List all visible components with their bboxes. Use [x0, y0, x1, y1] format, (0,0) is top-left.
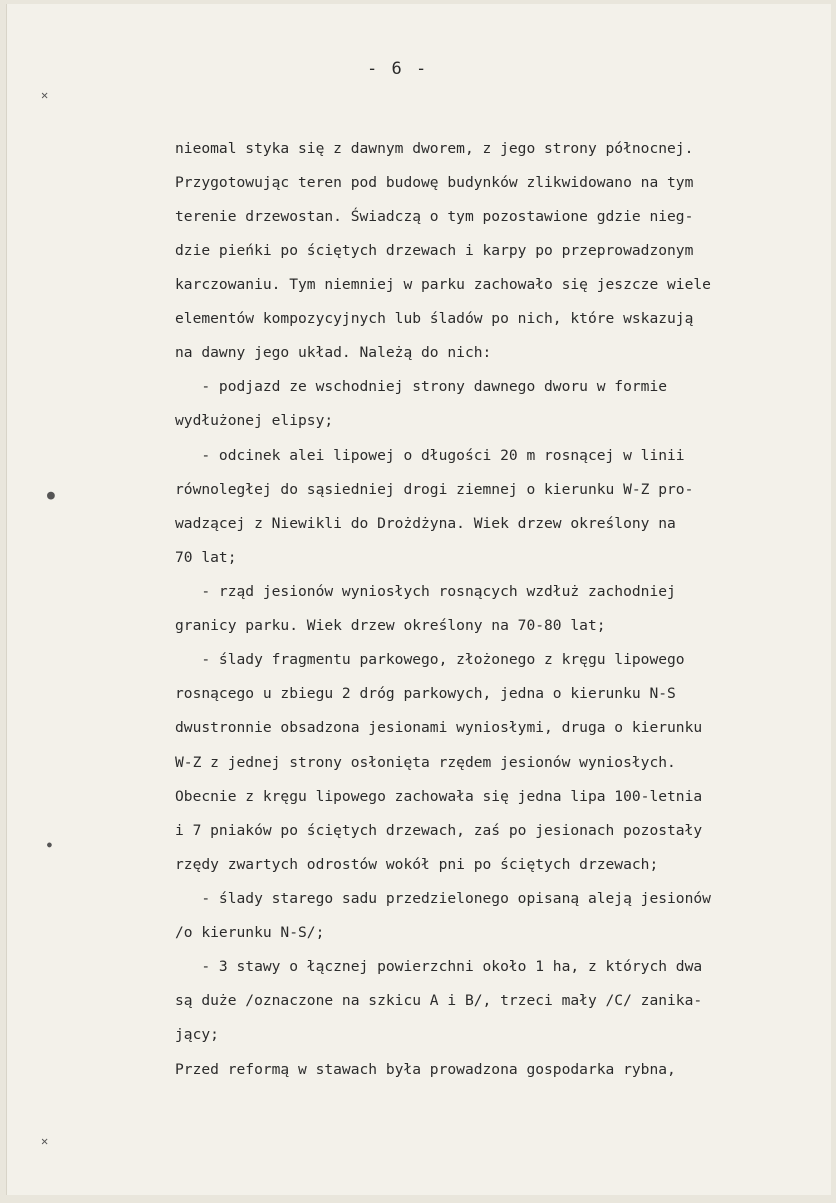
text-line: i 7 pniaków po ściętych drzewach, zaś po jesionach pozostały	[175, 822, 703, 839]
text-line: rzędy zwartych odrostów wokół pni po ściętych drzewach;	[175, 856, 659, 873]
text-line: - odcinek alei lipowej o długości 20 m rosnącej w linii	[175, 447, 685, 464]
text-line: - podjazd ze wschodniej strony dawnego dworu w formie	[175, 378, 668, 395]
text-line: W-Z z jednej strony osłonięta rzędem jesionów wyniosłych.	[175, 754, 676, 771]
text-line: terenie drzewostan. Świadczą o tym pozostawione gdzie nieg-	[175, 208, 694, 225]
margin-mark: ✕	[41, 88, 49, 102]
text-line: - ślady starego sadu przedzielonego opisaną aleją jesionów	[175, 890, 711, 907]
margin-mark: ●	[47, 840, 52, 849]
text-line: Obecnie z kręgu lipowego zachowała się jedna lipa 100-letnia	[175, 788, 703, 805]
text-line: granicy parku. Wiek drzew określony na 70-80 lat;	[175, 617, 606, 634]
text-line: - ślady fragmentu parkowego, złożonego z kręgu lipowego	[175, 651, 685, 668]
margin-mark: ●	[47, 488, 55, 503]
text-line: dwustronnie obsadzona jesionami wyniosłymi, druga o kierunku	[175, 719, 703, 736]
text-line: karczowaniu. Tym niemniej w parku zachowało się jeszcze wiele	[175, 276, 711, 293]
document-page	[6, 4, 831, 1195]
text-line: wydłużonej elipsy;	[175, 412, 334, 429]
text-line: - rząd jesionów wyniosłych rosnących wzdłuż zachodniej	[175, 583, 676, 600]
text-line: Przed reformą w stawach była prowadzona gospodarka rybna,	[175, 1061, 676, 1078]
margin-mark: ✕	[41, 1134, 49, 1148]
page-number: - 6 -	[367, 59, 429, 79]
text-line: Przygotowując teren pod budowę budynków zlikwidowano na tym	[175, 174, 694, 191]
text-line: równoległej do sąsiedniej drogi ziemnej o kierunku W-Z pro-	[175, 481, 694, 498]
text-line: wadzącej z Niewikli do Drożdżyna. Wiek drzew określony na	[175, 515, 676, 532]
text-line: dzie pieńki po ściętych drzewach i karpy po przeprowadzonym	[175, 242, 694, 259]
text-line: 70 lat;	[175, 549, 237, 566]
text-line: na dawny jego układ. Należą do nich:	[175, 344, 492, 361]
text-line: /o kierunku N-S/;	[175, 924, 325, 941]
text-line: są duże /oznaczone na szkicu A i B/, trzeci mały /C/ zanika-	[175, 992, 703, 1009]
text-line: rosnącego u zbiegu 2 dróg parkowych, jedna o kierunku N-S	[175, 685, 676, 702]
text-line: - 3 stawy o łącznej powierzchni około 1 ha, z których dwa	[175, 958, 703, 975]
text-line: nieomal styka się z dawnym dworem, z jego strony północnej.	[175, 140, 694, 157]
text-line: elementów kompozycyjnych lub śladów po nich, które wskazują	[175, 310, 694, 327]
text-line: jący;	[175, 1026, 219, 1043]
